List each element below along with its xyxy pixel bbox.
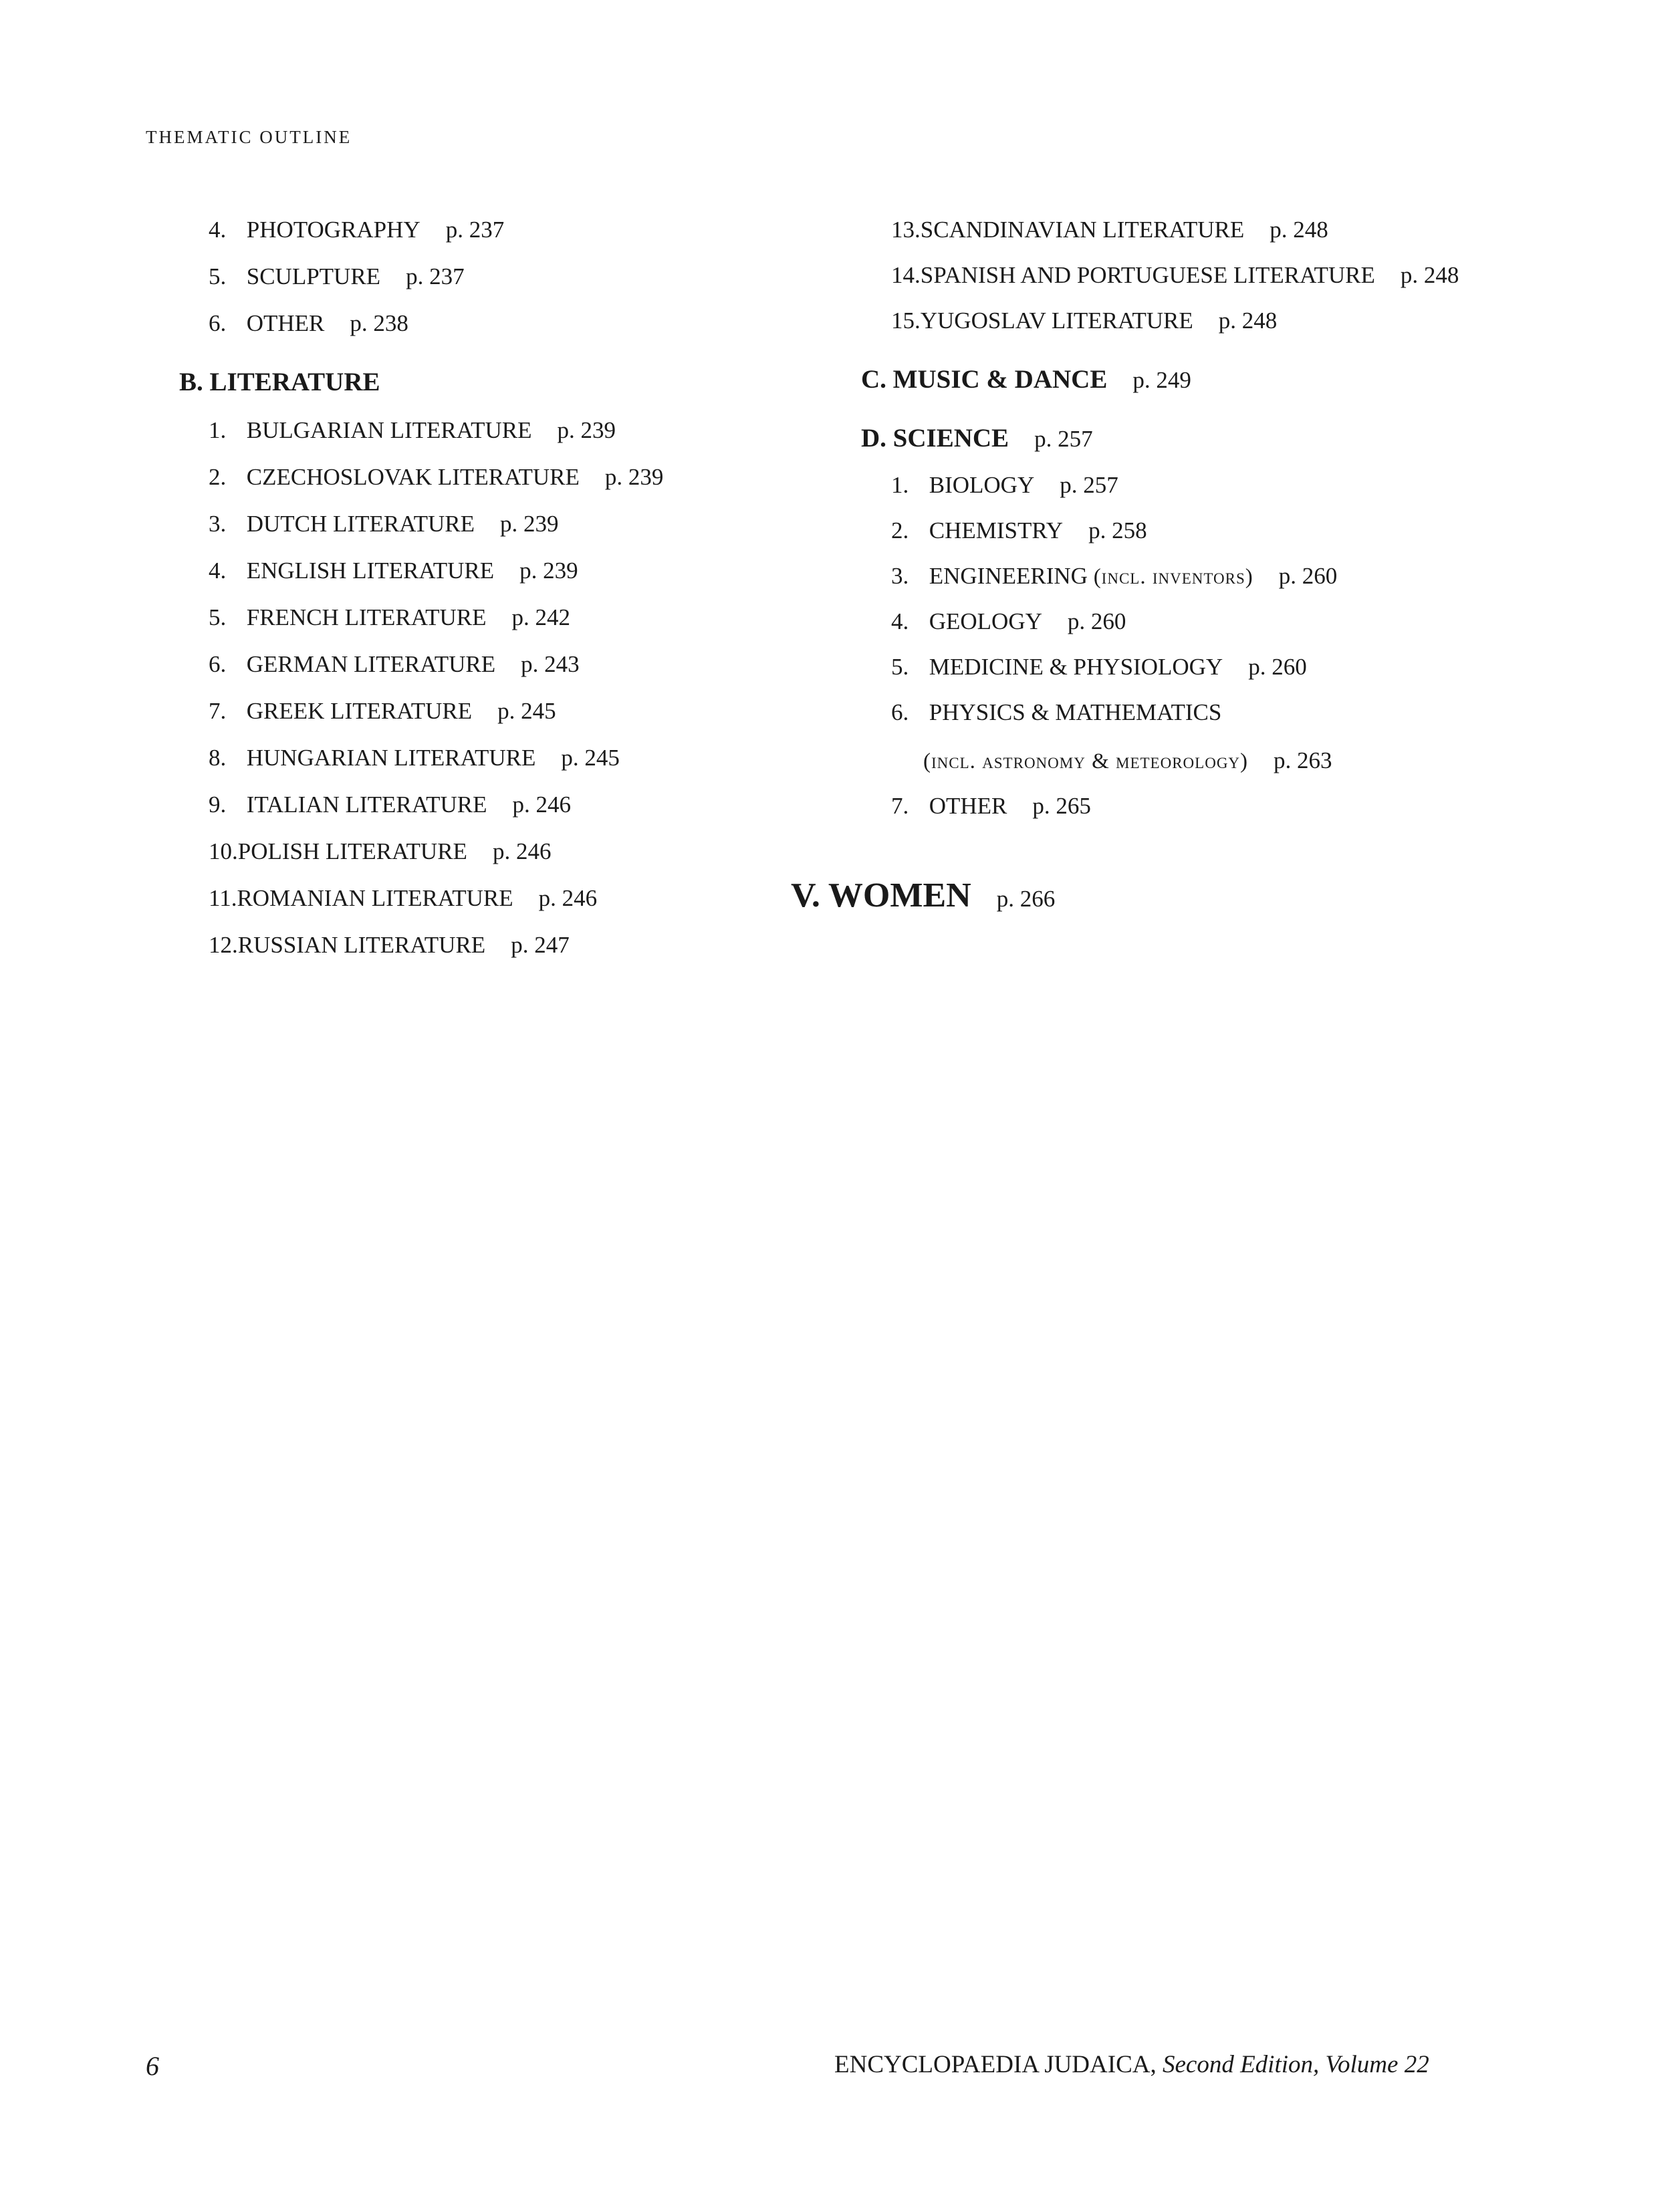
publication-footer	[834, 2050, 1429, 2079]
item-number: 4.	[209, 558, 227, 584]
item-page: p. 238	[350, 310, 408, 336]
list-item	[209, 698, 556, 725]
item-page: p. 239	[604, 464, 664, 490]
item-page: p. 260	[1067, 608, 1126, 634]
section-heading-music-dance	[861, 366, 1191, 394]
item-label: YUGOSLAV LITERATURE	[920, 308, 1193, 334]
item-label: FRENCH LITERATURE	[246, 604, 487, 630]
item-number: 3.	[209, 511, 227, 537]
item-page: p. 246	[492, 838, 552, 864]
list-item	[891, 262, 1459, 289]
item-number: 6.	[209, 310, 227, 336]
item-page: p. 239	[557, 417, 616, 443]
list-item	[209, 745, 620, 771]
item-page: p. 245	[561, 745, 620, 771]
item-number: 9.	[209, 791, 227, 818]
list-item	[891, 563, 1337, 590]
running-head: THEMATIC OUTLINE	[146, 127, 352, 147]
item-label: OTHER	[246, 310, 325, 336]
item-label: ENGLISH LITERATURE	[246, 558, 495, 584]
item-number: 12.	[209, 932, 238, 958]
list-item	[209, 464, 663, 491]
item-page: p. 265	[1032, 793, 1091, 819]
item-number: 5.	[209, 263, 227, 289]
item-number: 4.	[891, 608, 909, 634]
list-item	[209, 558, 578, 584]
item-label: CZECHOSLOVAK LITERATURE	[246, 464, 580, 490]
list-item	[209, 838, 551, 865]
item-page: p. 247	[511, 932, 570, 958]
item-number: 4.	[209, 217, 227, 243]
item-label: HUNGARIAN LITERATURE	[246, 745, 536, 771]
item-number: 13.	[891, 217, 921, 243]
item-number: 5.	[891, 654, 909, 680]
item-number: 6.	[209, 651, 227, 677]
item-label: GREEK LITERATURE	[246, 698, 473, 724]
item-label: RUSSIAN LITERATURE	[237, 932, 486, 958]
list-item	[891, 793, 1091, 820]
item-label: ENGINEERING	[929, 563, 1088, 589]
item-page: p. 257	[1060, 472, 1118, 498]
list-item	[209, 932, 570, 959]
list-item	[891, 699, 1221, 726]
item-label: OTHER	[929, 793, 1007, 819]
list-item	[209, 310, 408, 337]
item-label: BIOLOGY	[929, 472, 1035, 498]
item-page: p. 246	[538, 885, 598, 911]
item-number: 10.	[209, 838, 238, 864]
list-item	[891, 517, 1147, 544]
item-page: p. 246	[512, 791, 572, 818]
item-page: p. 239	[499, 511, 559, 537]
item-number: 3.	[891, 563, 909, 589]
item-number: 6.	[891, 699, 909, 725]
item-page: p. 245	[497, 698, 556, 724]
item-page: p. 248	[1270, 217, 1328, 243]
item-number: 7.	[891, 793, 909, 819]
item-page: p. 239	[519, 558, 578, 584]
list-item	[891, 308, 1277, 334]
item-label: SPANISH AND PORTUGUESE LITERATURE	[920, 262, 1375, 288]
section-label: D. SCIENCE	[861, 424, 1009, 453]
item-label: BULGARIAN LITERATURE	[246, 417, 532, 443]
item-label: PHYSICS & MATHEMATICS	[929, 699, 1222, 725]
item-number: 14.	[891, 262, 921, 288]
item-number: 7.	[209, 698, 227, 724]
item-page: p. 263	[1274, 747, 1332, 773]
part-label: V. WOMEN	[791, 876, 971, 914]
item-page: p. 243	[521, 651, 580, 677]
section-label: B. LITERATURE	[179, 368, 380, 396]
list-item	[209, 885, 597, 912]
list-item	[891, 472, 1118, 499]
list-item	[209, 263, 465, 290]
item-page: p. 237	[406, 263, 465, 289]
section-page: p. 257	[1034, 426, 1093, 452]
item-page: p. 248	[1400, 262, 1459, 288]
page-number: 6	[146, 2051, 159, 2081]
item-number: 15.	[891, 308, 921, 334]
item-number: 1.	[209, 417, 227, 443]
item-page: p. 260	[1248, 654, 1307, 680]
item-label: GEOLOGY	[929, 608, 1042, 634]
section-label: C. MUSIC & DANCE	[861, 365, 1108, 394]
item-page: p. 237	[445, 217, 505, 243]
item-page: p. 260	[1278, 563, 1338, 589]
list-item	[209, 511, 558, 537]
item-number: 2.	[209, 464, 227, 490]
item-page: p. 258	[1088, 517, 1147, 543]
part-page: p. 266	[996, 886, 1056, 912]
item-page: p. 242	[511, 604, 570, 630]
list-item	[209, 604, 570, 631]
item-number: 11.	[209, 885, 237, 911]
list-item	[209, 217, 504, 243]
publication-title: ENCYCLOPAEDIA JUDAICA,	[834, 2051, 1157, 2078]
list-item	[891, 608, 1126, 635]
item-label: SCANDINAVIAN LITERATURE	[920, 217, 1245, 243]
list-item	[209, 417, 616, 444]
item-label: MEDICINE & PHYSIOLOGY	[929, 654, 1223, 680]
item-label: ITALIAN LITERATURE	[246, 791, 487, 818]
item-number: 1.	[891, 472, 909, 498]
item-note: (incl. inventors)	[1093, 565, 1253, 589]
item-label: ROMANIAN LITERATURE	[237, 885, 513, 911]
section-page: p. 249	[1132, 367, 1191, 393]
list-item	[209, 651, 580, 678]
item-page: p. 248	[1218, 308, 1278, 334]
part-heading-women	[791, 877, 1055, 918]
list-item	[891, 217, 1328, 243]
item-number: 5.	[209, 604, 227, 630]
item-label: PHOTOGRAPHY	[246, 217, 421, 243]
item-label: DUTCH LITERATURE	[246, 511, 475, 537]
item-label: GERMAN LITERATURE	[246, 651, 496, 677]
section-heading-literature	[179, 369, 380, 396]
item-label: POLISH LITERATURE	[237, 838, 467, 864]
item-note: (incl. astronomy & meteorology)	[923, 749, 1249, 773]
item-label: CHEMISTRY	[929, 517, 1064, 543]
edition-label: Second Edition, Volume 22	[1162, 2051, 1429, 2078]
list-item-continuation	[923, 747, 1332, 775]
item-label: SCULPTURE	[246, 263, 381, 289]
section-heading-science	[861, 425, 1093, 453]
item-number: 8.	[209, 745, 227, 771]
item-number: 2.	[891, 517, 909, 543]
list-item	[209, 791, 571, 818]
list-item	[891, 654, 1307, 681]
